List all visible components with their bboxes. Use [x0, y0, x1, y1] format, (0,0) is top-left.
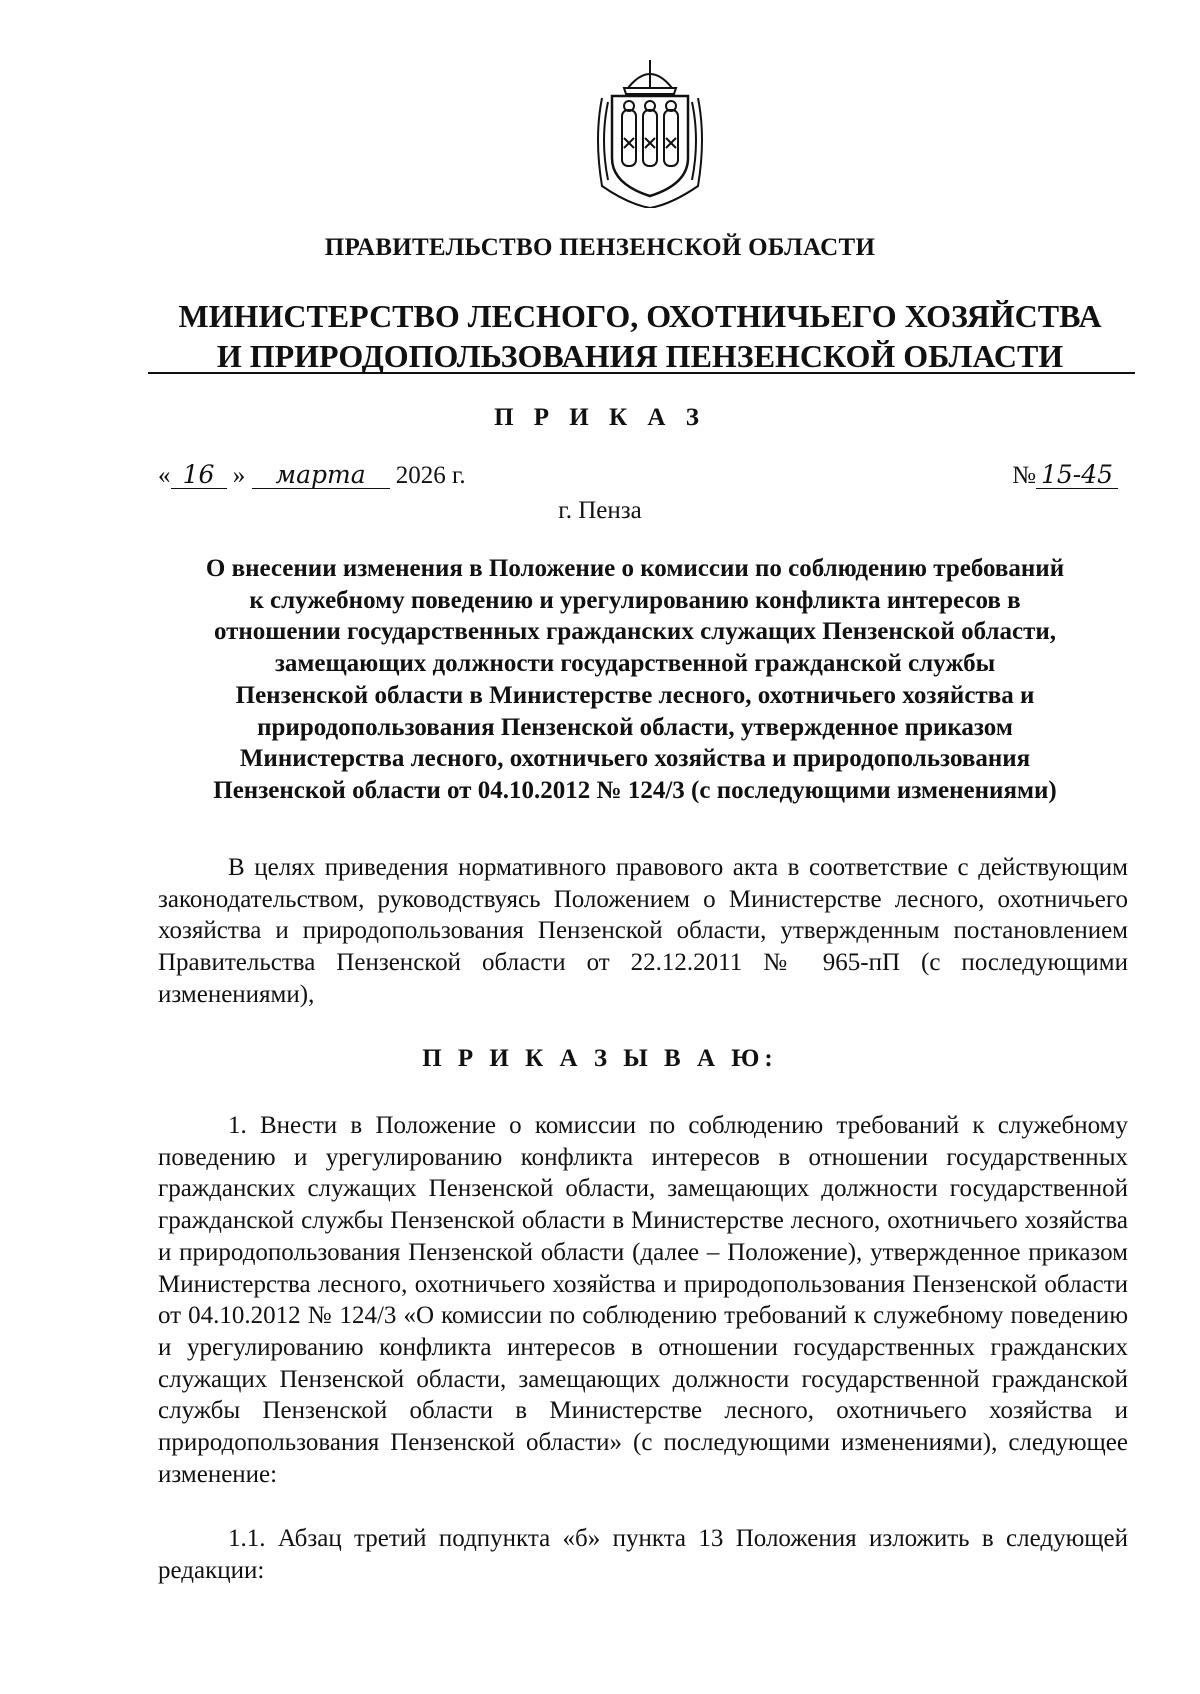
number-value: 15-45 — [1036, 462, 1118, 489]
subject-line: отношении государственных гражданских служащих Пензенской области, — [213, 618, 1057, 646]
penza-coat-of-arms-icon — [588, 58, 712, 208]
subject-line: Министерства лесного, охотничьего хозяйства и природопользования — [239, 745, 1031, 773]
subject-line: Пензенской области в Министерстве лесного, охотничьего хозяйства и — [235, 681, 1035, 709]
date-open-quote: « — [158, 462, 171, 489]
header-divider — [148, 372, 1135, 374]
subject-line: О внесении изменения в Положение о комиссии по соблюдению требований — [205, 555, 1065, 582]
ministry-title — [150, 296, 1130, 376]
subject-line: к служебному поведению и урегулированию конфликта интересов в — [249, 586, 1021, 614]
subject-line: Пензенской области от 04.10.2012 № 124/3 (с последующими изменениями) — [213, 776, 1057, 804]
directive-heading: П Р И К А З Ы В А Ю: — [422, 1045, 778, 1072]
date-close-quote: » — [232, 462, 246, 489]
date-month: марта — [252, 462, 390, 489]
item-1-paragraph: 1. Внести в Положение о комиссии по соблюдению требований к служебному поведению и урегулированию конфликта интересов в отношении государственных гражданских служащих Пензенской области, замещающих должности государственной гражданской службы Пензенской области в Министерстве лесного, охотничьего хозяйства и природопользования Пензенской области (далее – Положение), утвержденное приказом Министерства лесного, охотничьего хозяйства и природопользования Пензенской области от 04.10.2012 № 124/3 «О комиссии по соблюдению требований к служебному поведению и урегулированию конфликта интересов в отношении государственных гражданских служащих Пензенской области, замещающих должности государственной гражданской службы Пензенской области в Министерстве лесного, охотничьего хозяйства и природопользования Пензенской области» (с последующими изменениями), следующее изменение: — [158, 1112, 1128, 1488]
date-day: 16 — [171, 462, 227, 489]
item-1-1-paragraph: 1.1. Абзац третий подпункта «б» пункта 13 Положения изложить в следующей редакции: — [158, 1525, 1128, 1584]
order-title: П Р И К А З — [494, 404, 706, 431]
order-number — [1012, 462, 1118, 490]
subject-line: природопользования Пензенской области, утвержденное приказом — [257, 713, 1013, 741]
preamble-paragraph: В целях приведения нормативного правового акта в соответствие с действующим законодательством, руководствуясь Положением о Министерстве лесного, охотничьего хозяйства и природопользования Пензенской области, утвержденным постановлением Правительства Пензенской области от 22.12.2011 № 965-пП (с последующими изменениями), — [158, 854, 1128, 1008]
date-year: 2026 г. — [395, 462, 466, 489]
order-date — [158, 462, 466, 490]
order-subject — [150, 553, 1120, 807]
number-label: № — [1012, 462, 1036, 489]
subject-line: замещающих должности государственной гражданской службы — [274, 650, 996, 678]
ministry-title-line1: МИНИСТЕРСТВО ЛЕСНОГО, ОХОТНИЧЬЕГО ХОЗЯЙСТВА — [178, 298, 1102, 334]
ministry-title-line2: И ПРИРОДОПОЛЬЗОВАНИЯ ПЕНЗЕНСКОЙ ОБЛАСТИ — [216, 338, 1064, 374]
order-city: г. Пенза — [558, 497, 642, 524]
government-title: ПРАВИТЕЛЬСТВО ПЕНЗЕНСКОЙ ОБЛАСТИ — [324, 234, 876, 261]
